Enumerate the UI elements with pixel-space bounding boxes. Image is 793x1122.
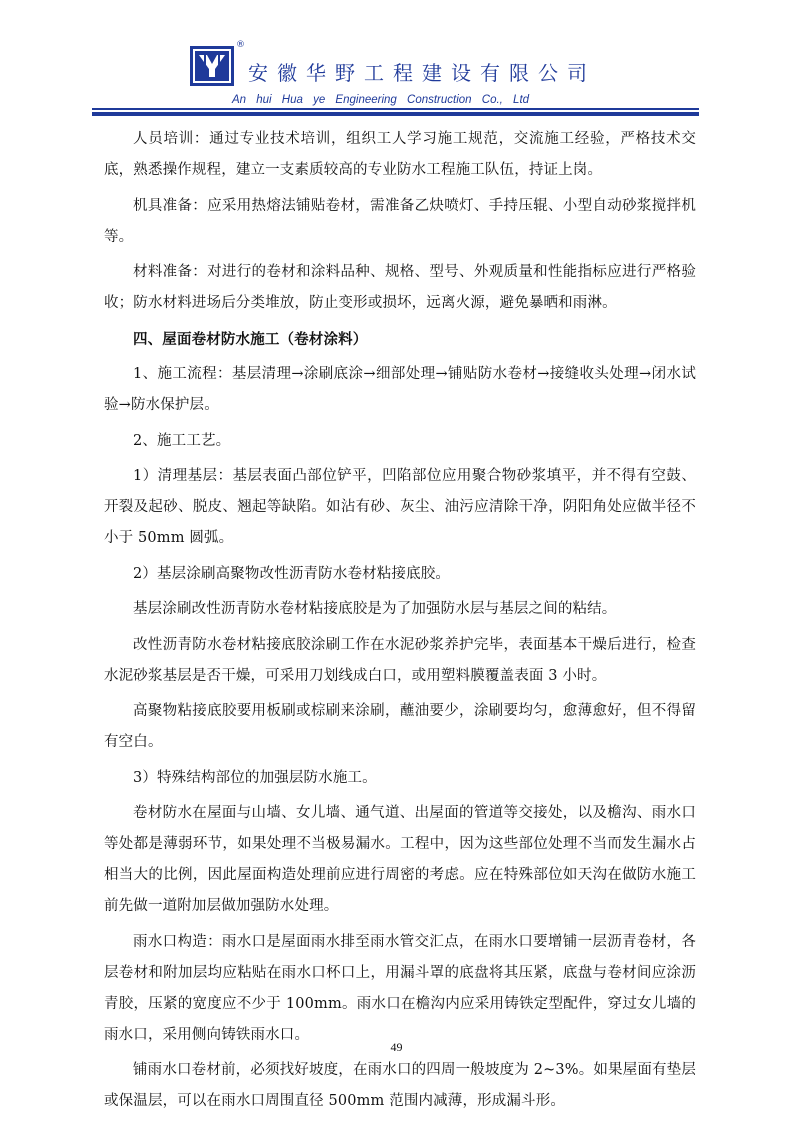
paragraph: 2）基层涂刷高聚物改性沥青防水卷材粘接底胶。: [133, 565, 451, 582]
paragraph: 机具准备：应采用热熔法铺贴卷材，需准备乙炔喷灯、手持压辊、小型自动砂浆搅拌机等。: [104, 197, 696, 245]
company-name-en: An hui Hua ye Engineering Construction Co., Ltd: [232, 94, 530, 106]
page-number: 49: [390, 1040, 403, 1054]
paragraph: 基层涂刷改性沥青防水卷材粘接底胶是为了加强防水层与基层之间的粘结。: [133, 601, 617, 617]
paragraph: 铺雨水口卷材前，必须找好坡度，在雨水口的四周一般坡度为 2~3%。如果屋面有垫层或保温层，可以在雨水口周围直径 500mm 范围内减薄，形成漏斗形。: [104, 1062, 696, 1109]
company-logo: [190, 46, 234, 86]
paragraph: 1）清理基层：基层表面凸部位铲平，凹陷部位应用聚合物砂浆填平，并不得有空鼓、开裂及起砂、脱皮、翘起等缺陷。如沾有砂、灰尘、油污应清除干净，阴阳角处应做半径不小于 50mm 圆弧。: [104, 468, 696, 546]
paragraph: 改性沥青防水卷材粘接底胶涂刷工作在水泥砂浆养护完毕，表面基本干燥后进行，检查水泥砂浆基层是否干燥，可采用刀划线成白口，或用塑料膜覆盖表面 3 小时。: [104, 636, 696, 684]
paragraph: 卷材防水在屋面与山墙、女儿墙、通气道、出屋面的管道等交接处，以及檐沟、雨水口等处都是薄弱环节，如果处理不当极易漏水。工程中，因为这些部位处理不当而发生漏水占相当大的比例，因此屋面构造处理前应进行周密的考虑。应在特殊部位如天沟在做防水施工前先做一道附加层做加强防水处理。: [104, 805, 696, 914]
page-header: [0, 0, 793, 120]
paragraph: 高聚物粘接底胶要用板刷或棕刷来涂刷，蘸油要少，涂刷要均匀，愈薄愈好，但不得留有空白。: [104, 703, 696, 750]
paragraph: 1、施工流程：基层清理→涂刷底涂→细部处理→铺贴防水卷材→接缝收头处理→闭水试验→防水保护层。: [104, 366, 696, 413]
paragraph: 3）特殊结构部位的加强层防水施工。: [133, 769, 377, 786]
paragraph: 人员培训：通过专业技术培训，组织工人学习施工规范，交流施工经验，严格技术交底，熟悉操作规程，建立一支素质较高的专业防水工程施工队伍，持证上岗。: [104, 131, 696, 178]
paragraph: 雨水口构造：雨水口是屋面雨水排至雨水管交汇点，在雨水口要增铺一层沥青卷材，各层卷材和附加层均应粘贴在雨水口杯口上，用漏斗罩的底盘将其压紧，底盘与卷材间应涂沥青胶，压紧的宽度应不少于 100mm。雨水口在檐沟内应采用铸铁定型配件，穿过女儿墙的雨水口，采用侧向铸铁雨水口。: [104, 933, 696, 1043]
document-body: [104, 124, 696, 1122]
registered-mark: ®: [236, 40, 245, 50]
paragraph: 材料准备：对进行的卷材和涂料品种、规格、型号、外观质量和性能指标应进行严格验收；防水材料进场后分类堆放，防止变形或损坏，远离火源，避免暴晒和雨淋。: [104, 264, 696, 311]
header-rule-thin: [92, 108, 699, 110]
company-name-cn: 安徽华野工程建设有限公司: [248, 61, 596, 85]
section-heading: 四、屋面卷材防水施工（卷材涂料）: [133, 330, 368, 348]
paragraph: 2、施工工艺。: [133, 432, 231, 449]
header-rule-thick: [92, 112, 699, 116]
